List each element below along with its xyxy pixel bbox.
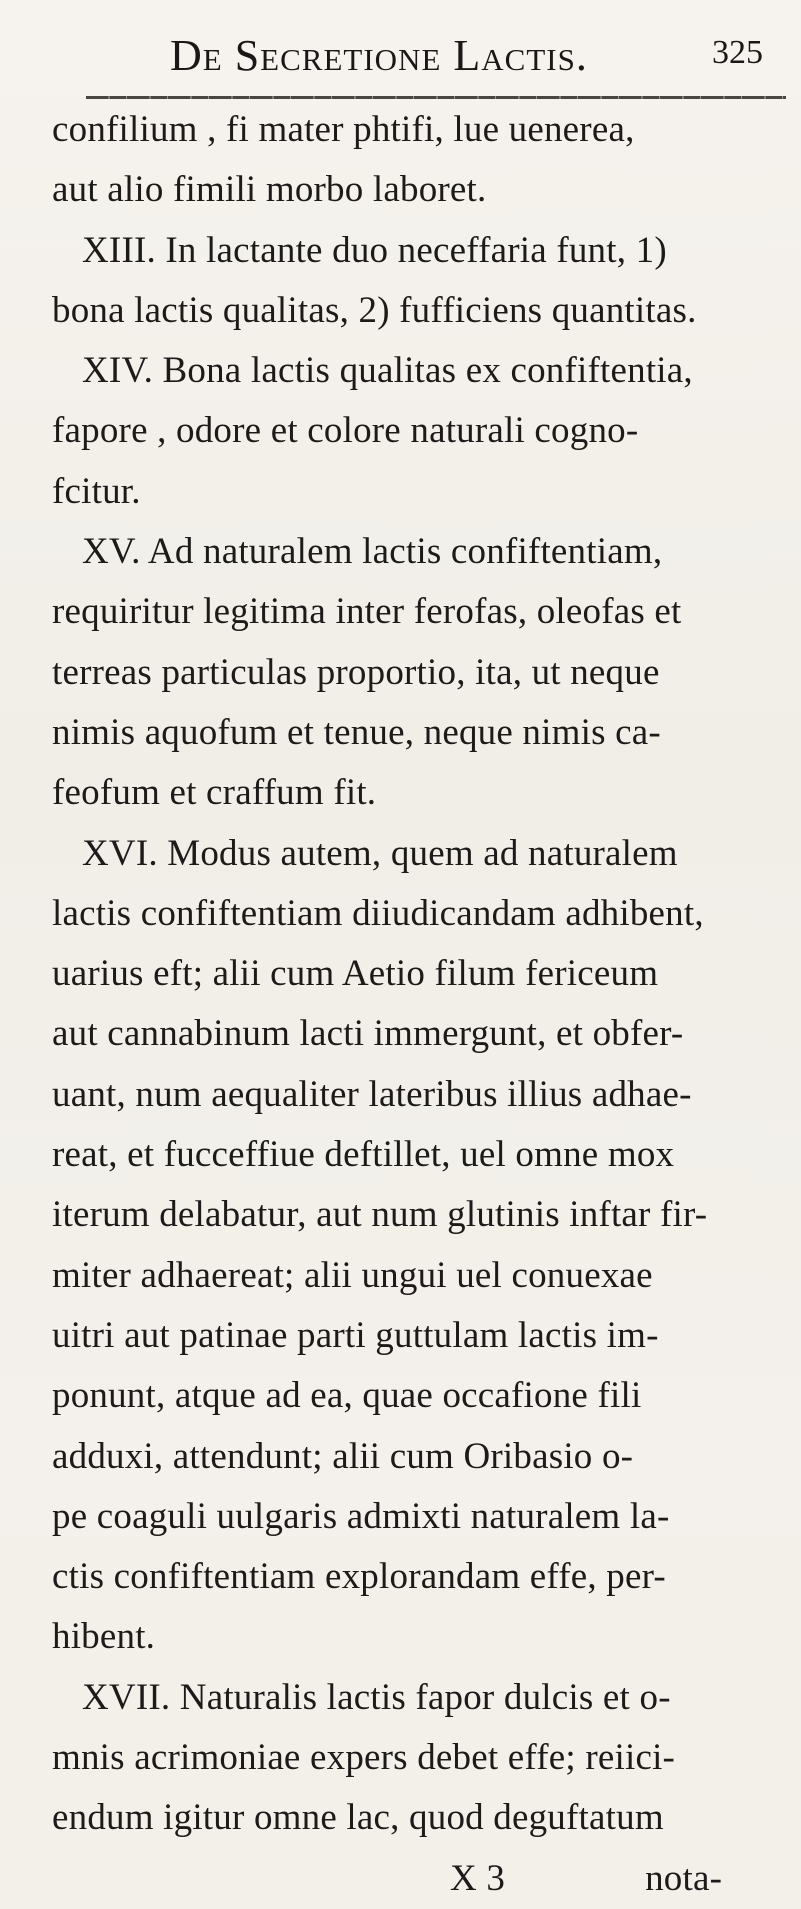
body-text [52, 100, 800, 1909]
text-line: XIV. Bona lactis qualitas ex confiftentia, [82, 350, 693, 392]
text-line: iterum delabatur, aut num glutinis inftar fir- [52, 1194, 708, 1236]
page-title: De Secretione Lactis. [170, 31, 588, 80]
text-line: miter adhaereat; alii ungui uel conuexae [52, 1254, 653, 1296]
page-number: 325 [712, 34, 763, 71]
text-line: reat, et fucceffiue deftillet, uel omne mox [52, 1134, 675, 1176]
text-line: nimis aquofum et tenue, neque nimis ca- [52, 711, 661, 753]
text-line: mnis acrimoniae expers debet effe; reiici- [52, 1737, 676, 1779]
text-line: pe coaguli uulgaris admixti naturalem la- [52, 1495, 670, 1537]
signature-line [52, 1849, 800, 1909]
text-line: uant, num aequaliter lateribus illius adhae- [52, 1073, 692, 1115]
text-line: bona lactis qualitas, 2) fufficiens quantitas. [52, 289, 697, 331]
text-line: ponunt, atque ad ea, quae occafione fili [52, 1375, 642, 1417]
text-line: uarius eft; alii cum Aetio filum fericeum [52, 953, 659, 995]
running-head [0, 30, 801, 80]
text-line: terreas particulas proportio, ita, ut neque [52, 651, 660, 693]
text-line: endum igitur omne lac, quod deguftatum [52, 1797, 664, 1839]
text-line: requiritur legitima inter ferofas, oleofas et [52, 591, 682, 633]
header-rule [86, 96, 786, 99]
text-line: adduxi, attendunt; alii cum Oribasio o- [52, 1435, 634, 1477]
text-line: hibent. [52, 1616, 156, 1658]
text-line: XIII. In lactante duo neceffaria funt, 1) [82, 229, 667, 271]
text-line: aut alio fimili morbo laboret. [52, 169, 487, 211]
text-line: ctis confiftentiam explorandam effe, per- [52, 1556, 666, 1598]
text-line: fcitur. [52, 470, 141, 512]
text-line: XV. Ad naturalem lactis confiftentiam, [82, 531, 663, 573]
text-line: fapore , odore et colore naturali cogno- [52, 410, 639, 452]
text-line: confilium , fi mater phtifi, lue uenerea, [52, 109, 635, 150]
catchword: nota- [645, 1857, 723, 1899]
text-line: lactis confiftentiam diiudicandam adhibent, [52, 892, 704, 934]
text-line: feofum et craffum fit. [52, 772, 377, 814]
text-line: XVII. Naturalis lactis fapor dulcis et o- [82, 1676, 671, 1718]
text-line: XVI. Modus autem, quem ad naturalem [82, 832, 678, 874]
text-line: aut cannabinum lacti immergunt, et obfer- [52, 1013, 684, 1055]
signature-mark: X 3 [450, 1857, 506, 1899]
text-line: uitri aut patinae parti guttulam lactis im- [52, 1314, 659, 1356]
